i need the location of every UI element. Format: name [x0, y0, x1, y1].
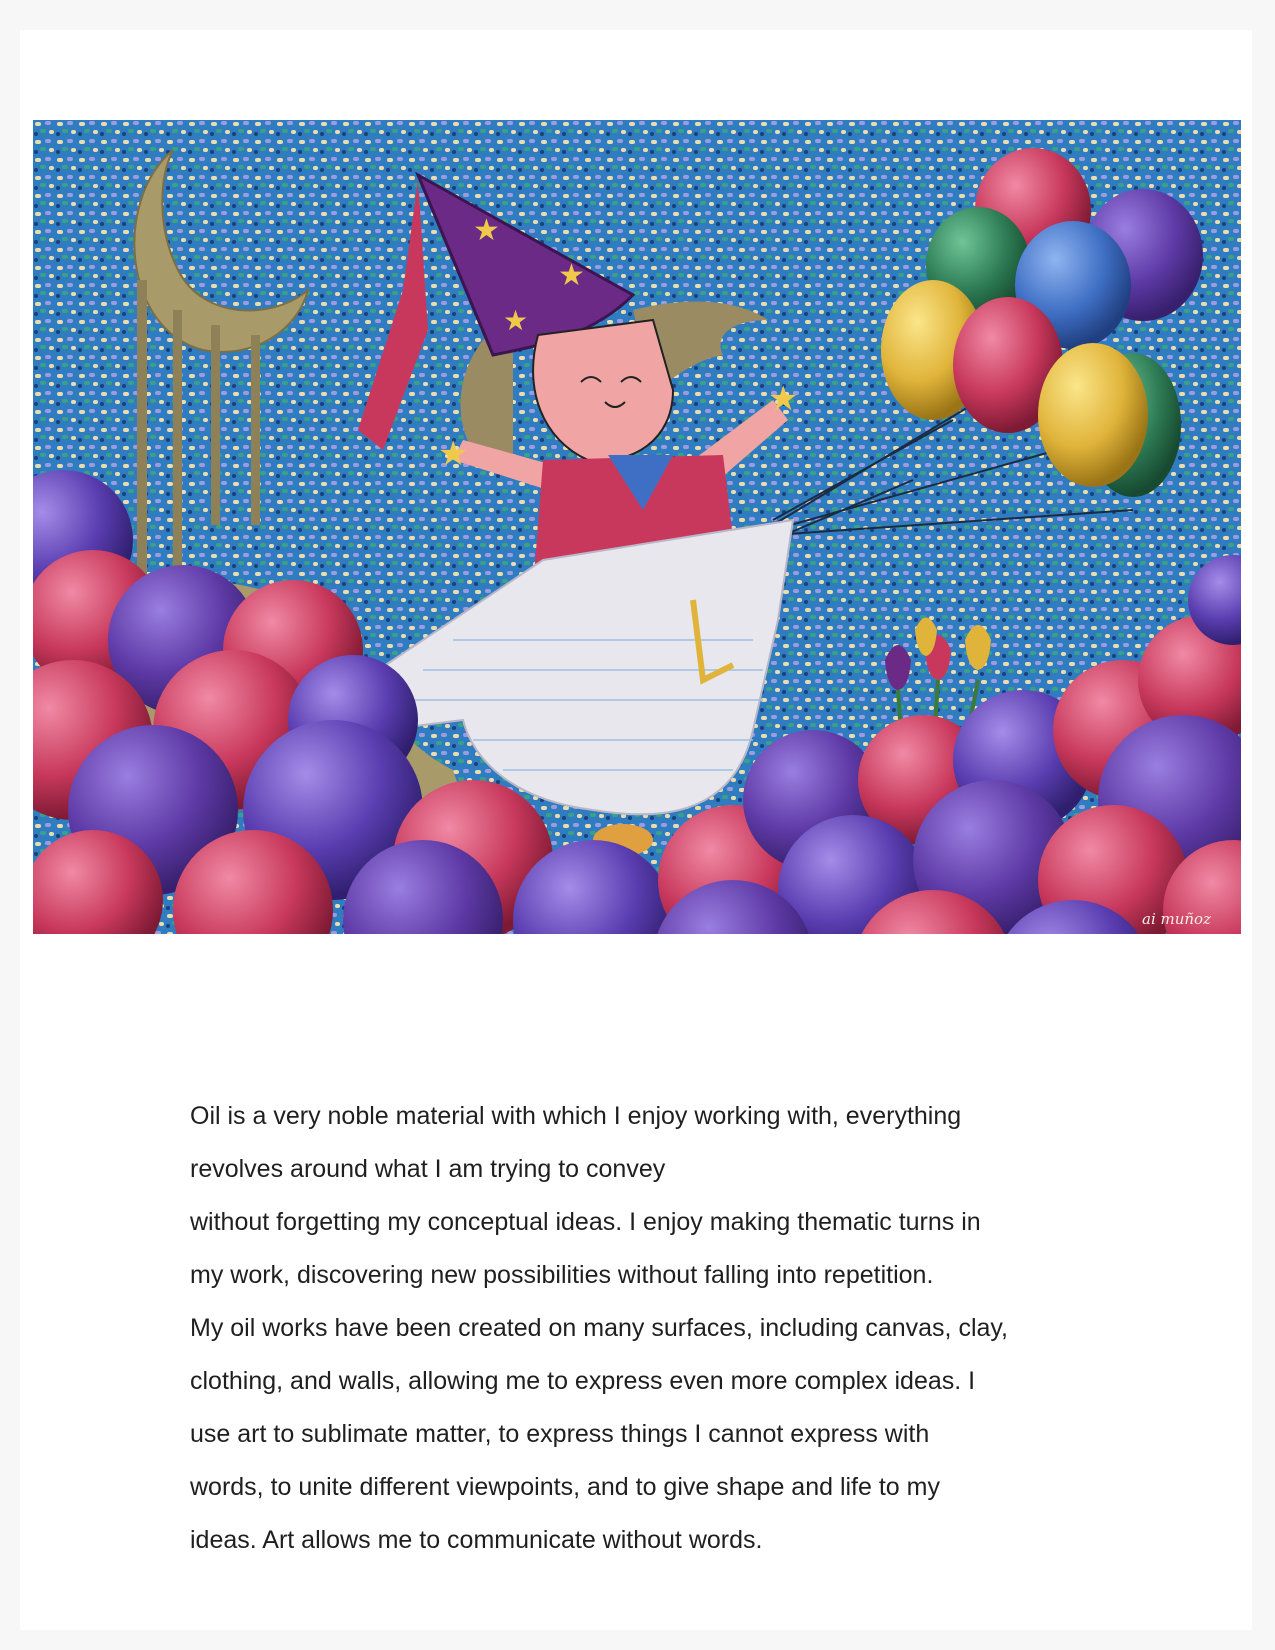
paragraph-line: My oil works have been created on many surfaces, including canvas, clay, [190, 1314, 1008, 1342]
paragraph-line: without forgetting my conceptual ideas. I enjoy making thematic turns in [190, 1208, 981, 1236]
paragraph-line: my work, discovering new possibilities without falling into repetition. [190, 1261, 934, 1289]
paragraph-line: Oil is a very noble material with which I enjoy working with, everything [190, 1102, 962, 1130]
paragraph-line: ideas. Art allows me to communicate without words. [190, 1526, 763, 1554]
paragraph-line: clothing, and walls, allowing me to express even more complex ideas. I [190, 1367, 976, 1395]
body-paragraph [190, 1090, 1090, 1567]
svg-text:★: ★ [438, 434, 469, 474]
paragraph-line: words, to unite different viewpoints, and to give shape and life to my [190, 1473, 940, 1501]
svg-text:★: ★ [768, 379, 799, 419]
svg-text:★: ★ [558, 258, 585, 293]
painting-illustration [33, 120, 1241, 934]
paragraph-line: revolves around what I am trying to convey [190, 1155, 666, 1183]
paragraph-line: use art to sublimate matter, to express things I cannot express with [190, 1420, 930, 1448]
svg-text:★: ★ [503, 304, 529, 337]
artist-signature: ai muñoz [1142, 910, 1211, 928]
painting-artwork [33, 120, 1241, 934]
svg-text:★: ★ [473, 213, 500, 248]
